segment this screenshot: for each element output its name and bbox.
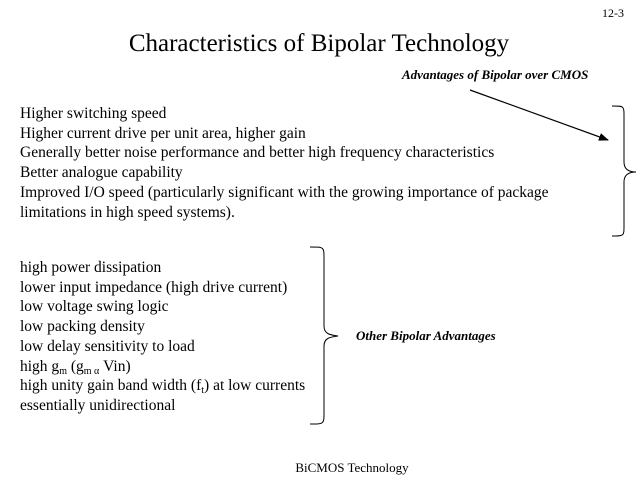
list-item: Improved I/O speed (particularly significant with the growing importance of package	[20, 183, 549, 201]
arrow-line	[470, 90, 608, 140]
gm-subscript: m	[59, 365, 67, 377]
list-item: lower input impedance (high drive current)	[20, 278, 288, 296]
list-item: Higher current drive per unit area, higher gain	[20, 124, 306, 142]
gm-text: high g	[20, 357, 60, 375]
list-item: limitations in high speed systems).	[20, 203, 235, 221]
list-item: Generally better noise performance and better high frequency characteristics	[20, 144, 495, 162]
gm-text-post: Vin)	[99, 357, 131, 375]
list-item: low voltage swing logic	[20, 298, 169, 316]
advantages-label: Advantages of Bipolar over CMOS	[402, 67, 589, 82]
ft-text: high unity gain band width (f	[20, 377, 202, 395]
slide-title: Characteristics of Bipolar Technology	[128, 30, 510, 57]
gm-text-mid: (g	[66, 357, 84, 375]
gm-alpha-subscript: m α	[83, 365, 100, 377]
list-item: Better analogue capability	[20, 164, 183, 182]
list-item: Higher switching speed	[20, 105, 167, 122]
list-item: low delay sensitivity to load	[20, 337, 195, 355]
list-item: low packing density	[20, 318, 145, 336]
ft-text-post: ) at low currents	[204, 377, 306, 395]
list-item: essentially unidirectional	[20, 396, 176, 414]
page-number: 12-3	[602, 6, 624, 20]
list-item: high power dissipation	[20, 259, 162, 276]
footer: BiCMOS Technology	[295, 460, 409, 475]
right-curly-brace	[612, 106, 636, 236]
middle-curly-brace	[310, 247, 338, 424]
ft-subscript: t	[201, 385, 205, 397]
other-advantages-label: Other Bipolar Advantages	[356, 328, 496, 343]
